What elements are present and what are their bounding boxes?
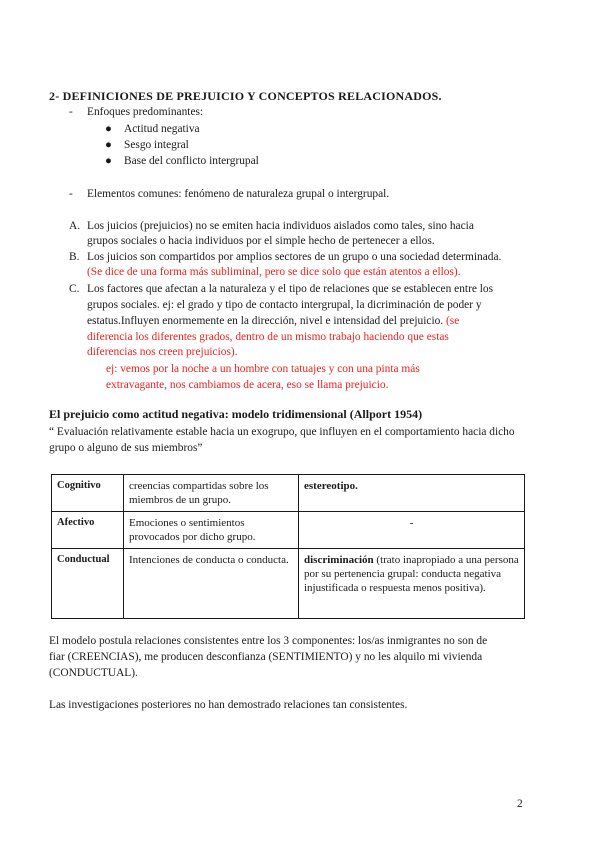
list-item: Sesgo integral	[124, 139, 189, 151]
result-text: -	[409, 517, 414, 529]
item-c-text: estatus.Influyen enormemente en la dirección, nivel e intensidad del prejuicio.	[87, 315, 446, 327]
item-c-note: diferencias nos creen prejuicios).	[87, 346, 238, 358]
item-b-line: Los juicios son compartidos por amplios sectores de un grupo o una sociedad determinada.	[87, 251, 502, 263]
list-item: Actitud negativa	[124, 123, 200, 135]
item-a-line: grupos sociales o hacia individuos por el simple hecho de pertenecer a ellos.	[87, 235, 435, 247]
list-item: Base del conflicto intergrupal	[124, 155, 259, 167]
component-cell: Conductual	[52, 549, 124, 619]
description-cell: creencias compartidas sobre los miembros de un grupo.	[124, 475, 299, 512]
section-title: El prejuicio como actitud negativa: modelo tridimensional (Allport 1954)	[49, 407, 423, 421]
item-c-line3	[87, 314, 459, 329]
result-cell	[299, 475, 525, 512]
item-marker-c: C.	[69, 283, 80, 295]
item-marker-b: B.	[69, 251, 80, 263]
list-dash: -	[69, 106, 73, 118]
list-dash: -	[69, 188, 73, 200]
research-paragraph: Las investigaciones posteriores no han demostrado relaciones tan consistentes.	[49, 699, 408, 711]
table-row	[52, 549, 525, 619]
result-cell	[299, 549, 525, 619]
item-a-line: Los juicios (prejuicios) no se emiten hacia individuos aislados como tales, sino hacia	[87, 220, 474, 232]
model-paragraph-line: El modelo postula relaciones consistentes entre los 3 componentes: los/as inmigrantes no son de	[49, 635, 488, 647]
item-c-note: diferencia los diferentes grados, dentro de un mismo trabajo haciendo que estas	[87, 331, 449, 343]
item-c-example: extravagante, nos cambiamos de acera, eso se llama prejuicio.	[106, 379, 389, 391]
section-heading: 2- DEFINICIONES DE PREJUICIO Y CONCEPTOS RELACIONADOS.	[49, 89, 442, 103]
item-c-example: ej: vemos por la noche a un hombre con tatuajes y con una pinta más	[106, 363, 420, 375]
result-text: (trato inapropiado a una persona por su pertenencia grupal: conducta negativa injustificada o respuesta menos positiva).	[304, 554, 519, 594]
description-cell: Emociones o sentimientos provocados por dicho grupo.	[124, 512, 299, 549]
page-number: 2	[517, 798, 523, 810]
bullet-icon: ●	[105, 139, 112, 151]
component-cell: Cognitivo	[52, 475, 124, 512]
quote-line: grupo o alguno de sus miembros”	[49, 442, 203, 454]
item-c-line: grupos sociales. ej: el grado y tipo de contacto intergrupal, la dicriminación de poder y	[87, 299, 482, 311]
component-cell: Afectivo	[52, 512, 124, 549]
bullet-icon: ●	[105, 123, 112, 135]
table-row	[52, 475, 525, 512]
table-row	[52, 512, 525, 549]
description-cell: Intenciones de conducta o conducta.	[124, 549, 299, 619]
model-paragraph-line: (CONDUCTUAL).	[49, 667, 138, 679]
enfoques-label: Enfoques predominantes:	[87, 106, 204, 118]
bullet-icon: ●	[105, 155, 112, 167]
item-marker-a: A.	[69, 220, 81, 232]
item-c-note-start: (se	[446, 315, 460, 327]
elementos-text: Elementos comunes: fenómeno de naturaleza grupal o intergrupal.	[87, 188, 390, 200]
result-bold: discriminación	[304, 554, 374, 566]
result-bold: estereotipo.	[304, 480, 358, 492]
model-paragraph-line: fiar (CREENCIAS), me producen desconfianza (SENTIMIENTO) y no les alquilo mi vivienda	[49, 651, 483, 663]
quote-line: “ Evaluación relativamente estable hacia un exogrupo, que influyen en el comportamiento hacia dicho	[49, 426, 515, 438]
result-cell	[299, 512, 525, 549]
item-c-line: Los factores que afectan a la naturaleza y el tipo de relaciones que se establecen entre los	[87, 283, 494, 295]
components-table	[51, 474, 525, 619]
item-b-note: (Se dice de una forma más subliminal, pero se dice solo que están atentos a ellos).	[87, 266, 461, 278]
